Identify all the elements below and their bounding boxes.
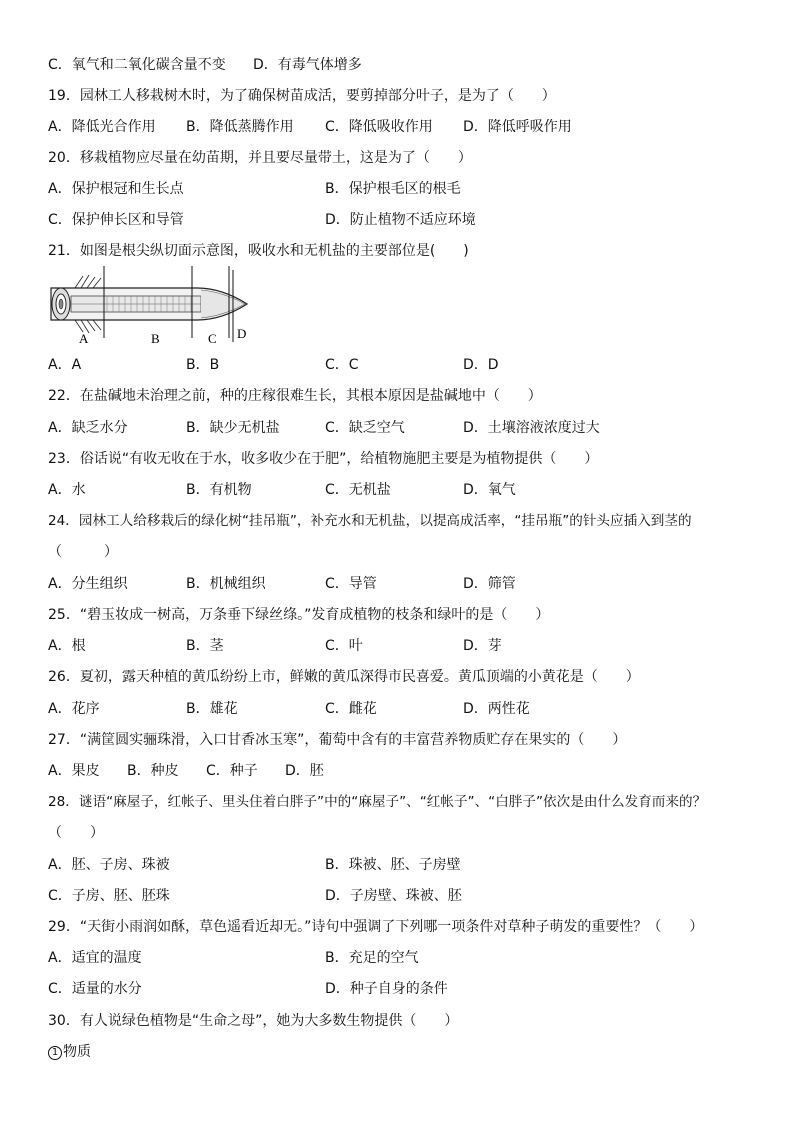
q30-item-1-text: 物质 <box>63 1044 91 1060</box>
q28-option-a: A．胚、子房、珠被 <box>48 857 170 873</box>
question-23-stem: 23．俗话说“有收无收在于水，收多收少在于肥”，给植物施肥主要是为植物提供（ ） <box>48 451 599 467</box>
fig-label-b: B <box>151 331 160 346</box>
question-30-stem: 30．有人说绿色植物是“生命之母”，她为大多数生物提供（ ） <box>48 1013 459 1029</box>
question-24-stem-cont: （ ） <box>48 544 118 560</box>
q28-option-b: B．珠被、胚、子房壁 <box>325 857 461 873</box>
question-22-stem: 22．在盐碱地未治理之前，种的庄稼很难生长，其根本原因是盐碱地中（ ） <box>48 388 542 404</box>
q21-option-b: B．B <box>186 357 220 373</box>
question-24-stem: 24．园林工人给移栽后的绿化树“挂吊瓶”，补充水和无机盐，以提高成活率，“挂吊瓶”的针头应插入到茎的 <box>48 513 692 529</box>
q25-option-d: D．芽 <box>463 638 502 654</box>
question-19-stem: 19．园林工人移栽树木时，为了确保树苗成活，要剪掉部分叶子，是为了（ ） <box>48 88 556 104</box>
q29-option-d: D．种子自身的条件 <box>325 981 448 997</box>
fig-label-c: C <box>208 331 217 346</box>
circled-number: 1 <box>48 1046 62 1060</box>
q28-option-d: D．子房壁、珠被、胚 <box>325 888 462 904</box>
q21-option-c: C．C <box>325 357 359 373</box>
question-28-stem-cont: （ ） <box>48 825 104 841</box>
q23-option-b: B．有机物 <box>186 482 252 498</box>
q26-option-d: D．两性花 <box>463 701 530 717</box>
q29-option-a: A．适宜的温度 <box>48 950 142 966</box>
question-25-stem: 25．“碧玉妆成一树高，万条垂下绿丝绦。”发育成植物的枝条和绿叶的是（ ） <box>48 607 550 623</box>
question-29-stem: 29．“天街小雨润如酥，草色遥看近却无。”诗句中强调了下列哪一项条件对草种子萌发的重要性？（ ） <box>48 919 704 935</box>
q24-option-a: A．分生组织 <box>48 576 128 592</box>
question-27-stem: 27．“满筐圆实骊珠滑，入口甘香冰玉寒”，葡萄中含有的丰富营养物质贮存在果实的（ ） <box>48 732 627 748</box>
q23-option-d: D．氧气 <box>463 482 516 498</box>
q20-option-b: B．保护根毛区的根毛 <box>325 181 461 197</box>
q25-option-a: A．根 <box>48 638 86 654</box>
q20-option-c: C．保护伸长区和导管 <box>48 212 184 228</box>
q24-option-b: B．机械组织 <box>186 576 266 592</box>
q29-option-b: B．充足的空气 <box>325 950 419 966</box>
q24-option-d: D．筛管 <box>463 576 516 592</box>
q26-option-a: A．花序 <box>48 701 100 717</box>
option-c-prev: C．氧气和二氧化碳含量不变 <box>48 57 226 73</box>
q27-option-c: C．种子 <box>206 763 258 779</box>
root-tip-diagram <box>47 266 262 346</box>
q29-option-c: C．适量的水分 <box>48 981 142 997</box>
q27-option-a: A．果皮 <box>48 763 100 779</box>
q19-option-b: B．降低蒸腾作用 <box>186 119 294 135</box>
q19-option-a: A．降低光合作用 <box>48 119 156 135</box>
q22-option-b: B．缺少无机盐 <box>186 420 280 436</box>
q28-option-c: C．子房、胚、胚珠 <box>48 888 170 904</box>
q25-option-b: B．茎 <box>186 638 224 654</box>
fig-label-d: D <box>237 326 247 341</box>
q23-option-a: A．水 <box>48 482 86 498</box>
q23-option-c: C．无机盐 <box>325 482 391 498</box>
q22-option-d: D．土壤溶液浓度过大 <box>463 420 600 436</box>
q30-item-1 <box>48 1042 91 1062</box>
q21-option-d: D．D <box>463 357 499 373</box>
q20-option-a: A．保护根冠和生长点 <box>48 181 184 197</box>
q27-option-d: D．胚 <box>285 763 324 779</box>
question-28-stem: 28．谜语“麻屋子，红帐子、里头住着白胖子”中的“麻屋子”、“红帐子”、“白胖子”依次是由什么发育而来的？ <box>48 794 707 810</box>
q19-option-c: C．降低吸收作用 <box>325 119 433 135</box>
question-20-stem: 20．移栽植物应尽量在幼苗期，并且要尽量带土，这是为了（ ） <box>48 150 472 166</box>
q22-option-a: A．缺乏水分 <box>48 420 128 436</box>
q26-option-b: B．雄花 <box>186 701 238 717</box>
question-21-stem: 21．如图是根尖纵切面示意图，吸收水和无机盐的主要部位是( ) <box>48 243 469 259</box>
fig-label-a: A <box>79 331 89 346</box>
q21-option-a: A．A <box>48 357 82 373</box>
option-d-prev: D．有毒气体增多 <box>253 57 362 73</box>
q20-option-d: D．防止植物不适应环境 <box>325 212 476 228</box>
q26-option-c: C．雌花 <box>325 701 377 717</box>
q24-option-c: C．导管 <box>325 576 377 592</box>
q22-option-c: C．缺乏空气 <box>325 420 405 436</box>
q25-option-c: C．叶 <box>325 638 363 654</box>
q27-option-b: B．种皮 <box>127 763 179 779</box>
question-26-stem: 26．夏初，露天种植的黄瓜纷纷上市，鲜嫩的黄瓜深得市民喜爱。黄瓜顶端的小黄花是（ ） <box>48 669 640 685</box>
q19-option-d: D．降低呼吸作用 <box>463 119 572 135</box>
